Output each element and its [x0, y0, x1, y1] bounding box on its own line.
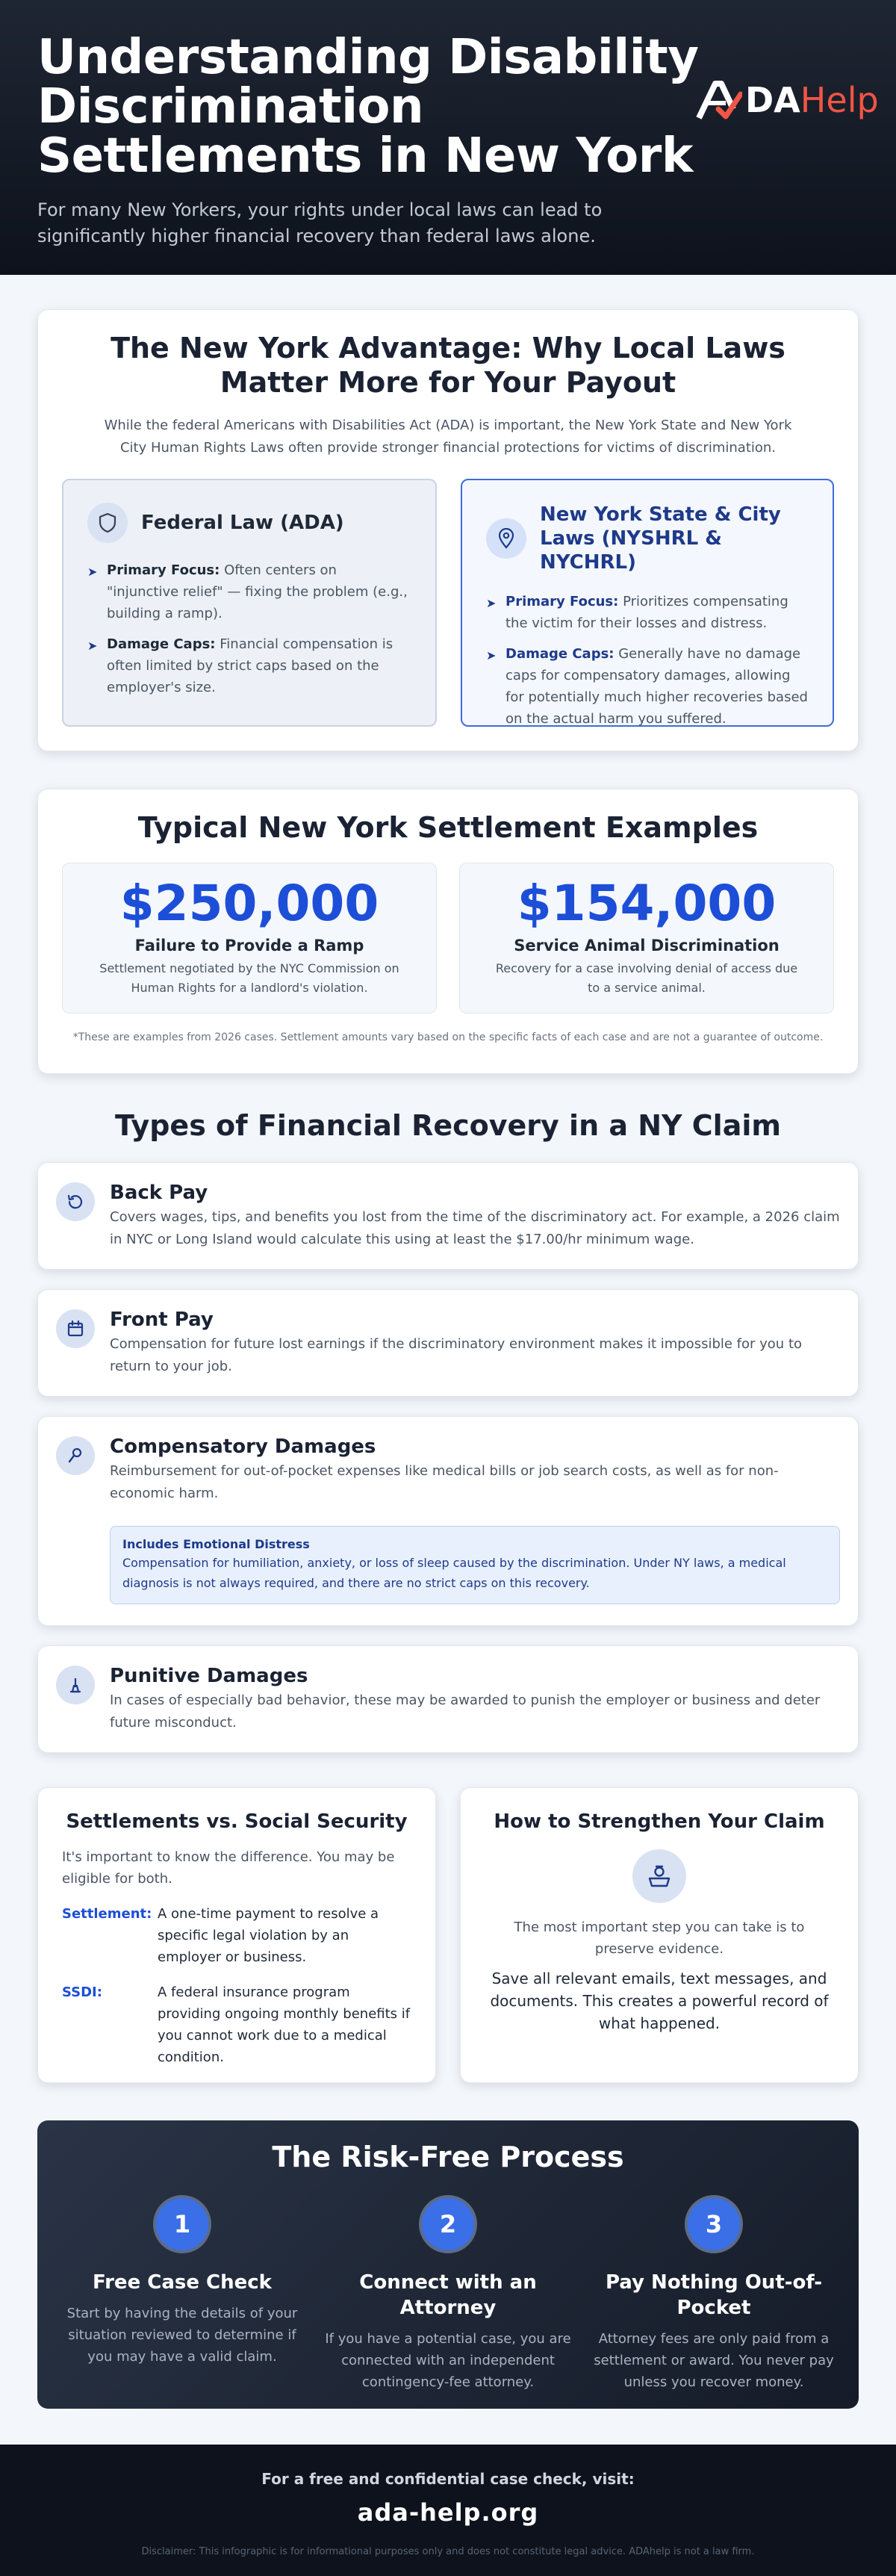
settlement-example-card — [62, 863, 437, 1014]
recovery-item-punitive-damages — [37, 1645, 859, 1753]
footer-cta: For a free and confidential case check, visit: — [261, 2470, 635, 2488]
definition-text: A federal insurance program providing ongoing monthly benefits if you cannot work due to a medical condition. — [158, 1984, 411, 2065]
step-description: If you have a potential case, you are connected with an independent contingency-fee attorney. — [325, 2331, 571, 2390]
process-heading: The Risk-Free Process — [272, 2141, 624, 2173]
step-description: Attorney fees are only paid from a settlement or award. You never pay unless you recover money. — [594, 2331, 834, 2390]
definition-text: A one-time payment to resolve a specific legal violation by an employer or business. — [158, 1906, 379, 1965]
point-label: Damage Caps: — [107, 636, 216, 652]
settlement-description: Recovery for a case involving denial of access due to a service animal. — [495, 961, 798, 995]
point-label: Damage Caps: — [505, 646, 615, 662]
history-icon — [56, 1182, 95, 1221]
arrow-icon: ➤ — [87, 639, 98, 653]
recovery-description: In cases of especially bad behavior, these may be awarded to punish the employer or business and deter future misconduct. — [110, 1692, 821, 1731]
ssdi-intro: It's important to know the difference. You may be eligible for both. — [62, 1849, 395, 1887]
process-step — [587, 2195, 841, 2393]
recovery-item-compensatory-damages — [37, 1416, 859, 1626]
definition-row — [62, 1903, 411, 1968]
logo-text-primary: DA — [745, 80, 800, 120]
recovery-item-front-pay — [37, 1289, 859, 1397]
gavel-icon — [56, 1666, 95, 1704]
recovery-description: Covers wages, tips, and benefits you lost from the time of the discriminatory act. For example, a 2026 claim in NYC or Long Island would calculate this using at least the $17.00/hr minimum wage. — [110, 1209, 840, 1247]
settlement-example-card — [459, 863, 834, 1014]
arrow-icon: ➤ — [486, 648, 497, 662]
step-title: Free Case Check — [93, 2271, 272, 2294]
arrow-icon: ➤ — [87, 565, 98, 579]
settlement-heading: Typical New York Settlement Examples — [137, 811, 759, 844]
point-text: Prioritizes compensating the victim for their losses and distress. — [505, 594, 788, 631]
step-number: 3 — [685, 2195, 743, 2253]
definition-row — [62, 1981, 411, 2068]
footer — [0, 2445, 896, 2576]
federal-law-card — [62, 479, 437, 727]
process-section — [37, 2120, 859, 2409]
settlement-amount: $154,000 — [517, 875, 777, 932]
page-title: Understanding Disability Discrimination Settlements in New York — [37, 30, 699, 184]
strengthen-text: Save all relevant emails, text messages, and documents. This creates a powerful record of what happened. — [490, 1970, 829, 2032]
ny-point — [486, 643, 809, 730]
arrow-icon: ➤ — [486, 596, 497, 610]
settlement-vs-ssdi-card — [37, 1787, 436, 2083]
emotional-distress-callout — [110, 1526, 840, 1604]
recovery-name: Punitive Damages — [110, 1665, 308, 1687]
step-title: Pay Nothing Out-of-Pocket — [605, 2271, 823, 2319]
ny-point — [486, 591, 809, 634]
logo-text-secondary: Help — [800, 80, 879, 120]
callout-title: Includes Emotional Distress — [122, 1537, 310, 1551]
recovery-name: Front Pay — [110, 1309, 214, 1331]
settlement-amount: $250,000 — [119, 875, 379, 932]
settlement-footnote: *These are examples from 2026 cases. Settlement amounts vary based on the specific facts of each case and are not a guarantee of outcome. — [72, 1031, 824, 1043]
recovery-heading: Types of Financial Recovery in a NY Claim — [115, 1109, 781, 1142]
location-pin-icon — [486, 518, 526, 559]
adahelp-logo[interactable] — [696, 79, 879, 121]
definition-term: SSDI: — [62, 1984, 102, 2000]
callout-text: Compensation for humiliation, anxiety, or loss of sleep caused by the discrimination. Under NY laws, a medical diagnosis is not always required, and there are no strict caps on this recovery. — [122, 1556, 786, 1590]
point-text: Generally have no damage caps for compensatory damages, allowing for potentially much higher recoveries based on the actual harm you suffered. — [505, 646, 808, 727]
federal-law-title: Federal Law (ADA) — [141, 512, 344, 534]
step-number: 1 — [153, 2195, 211, 2253]
recovery-description: Compensation for future lost earnings if the discriminatory environment makes it impossible for you to return to your job. — [110, 1336, 803, 1374]
shield-icon — [87, 503, 128, 543]
recovery-description: Reimbursement for out-of-pocket expenses like medical bills or job search costs, as well as for non-economic harm. — [110, 1463, 779, 1501]
header — [0, 0, 896, 275]
step-number: 2 — [419, 2195, 477, 2253]
settlement-examples-section — [37, 789, 859, 1074]
advantage-section — [37, 309, 859, 751]
federal-point — [87, 633, 411, 698]
step-description: Start by having the details of your situation reviewed to determine if you may have a valid claim. — [66, 2306, 298, 2365]
process-step — [321, 2195, 575, 2393]
point-text: Financial compensation is often limited by strict caps based on the employer's size. — [107, 636, 393, 695]
point-label: Primary Focus: — [505, 594, 619, 609]
page-subtitle: For many New Yorkers, your rights under local laws can lead to significantly higher financial recovery than federal laws alone. — [37, 199, 603, 246]
advantage-heading: The New York Advantage: Why Local Laws Matter More for Your Payout — [111, 332, 785, 399]
strengthen-claim-card — [460, 1787, 859, 2083]
ny-law-card — [461, 479, 834, 727]
process-step — [55, 2195, 309, 2393]
settlement-label: Failure to Provide a Ramp — [134, 937, 364, 955]
advantage-intro: While the federal Americans with Disabilities Act (ADA) is important, the New York State and New York City Human Rights Laws often provide stronger financial protections for victims of discrimination. — [104, 418, 792, 456]
footer-disclaimer: Disclaimer: This infographic is for informational purposes only and does not constitute legal advice. ADAhelp is not a law firm. — [141, 2546, 755, 2557]
bandage-icon — [56, 1436, 95, 1475]
settlement-description: Settlement negotiated by the NYC Commission on Human Rights for a landlord's violation. — [99, 961, 399, 995]
recovery-item-back-pay — [37, 1162, 859, 1270]
ny-law-title: New York State & City Laws (NYSHRL & NYCHRL) — [540, 503, 781, 574]
logo-mark-icon — [696, 79, 742, 121]
evidence-icon — [632, 1849, 686, 1903]
recovery-name: Back Pay — [110, 1182, 208, 1204]
settlement-label: Service Animal Discrimination — [514, 937, 780, 955]
point-label: Primary Focus: — [107, 562, 220, 578]
strengthen-lead: The most important step you can take is to preserve evidence. — [514, 1919, 805, 1957]
recovery-name: Compensatory Damages — [110, 1436, 376, 1458]
calendar-icon — [56, 1309, 95, 1348]
ssdi-heading: Settlements vs. Social Security — [66, 1810, 408, 1833]
point-text: Often centers on "injunctive relief" — fixing the problem (e.g., building a ramp). — [107, 562, 408, 621]
footer-url-link[interactable]: ada-help.org — [357, 2498, 539, 2527]
federal-point — [87, 559, 411, 624]
step-title: Connect with an Attorney — [359, 2271, 537, 2319]
definition-term: Settlement: — [62, 1906, 152, 1922]
strengthen-heading: How to Strengthen Your Claim — [494, 1810, 825, 1833]
